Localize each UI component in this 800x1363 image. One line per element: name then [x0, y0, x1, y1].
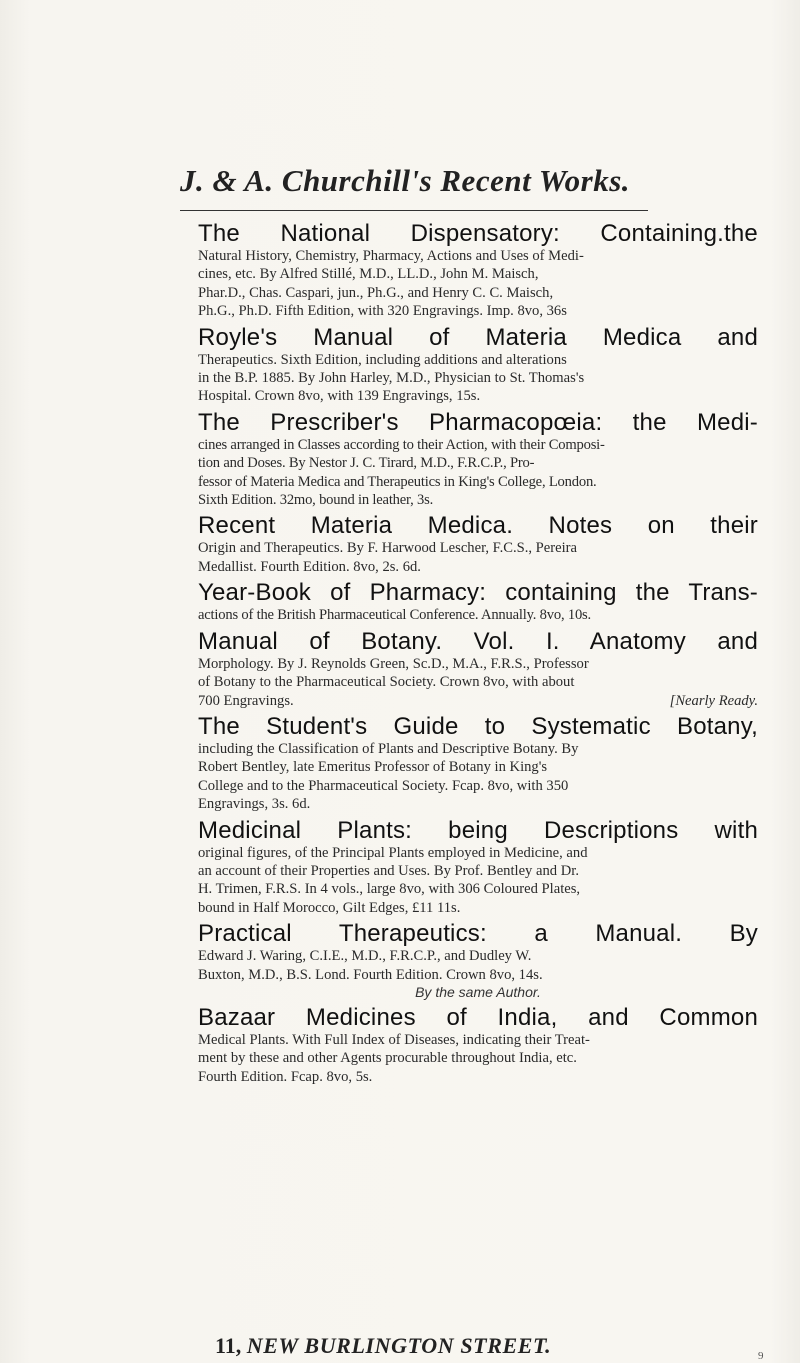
- entry-body: [198, 740, 758, 814]
- entry-line: Hospital. Crown 8vo, with 139 Engravings, 15s.: [198, 388, 481, 405]
- entry-title: The National Dispensatory: Containing.the: [198, 220, 758, 247]
- entry-line: College and to the Pharmaceutical Society. Fcap. 8vo, with 350: [198, 777, 569, 794]
- entry-line: Buxton, M.D., B.S. Lond. Fourth Edition. Crown 8vo, 14s.: [198, 966, 543, 983]
- entry-line: ment by these and other Agents procurable throughout India, etc.: [198, 1050, 577, 1067]
- entry-line: Edward J. Waring, C.I.E., M.D., F.R.C.P., and Dudley W.: [198, 948, 532, 965]
- entry-body: [198, 844, 758, 918]
- entry-line: Medallist. Fourth Edition. 8vo, 2s. 6d.: [198, 558, 421, 575]
- entry-line: bound in Half Morocco, Gilt Edges, £11 11s.: [198, 899, 461, 916]
- entry-line: Therapeutics. Sixth Edition, including additions and alterations: [198, 351, 567, 368]
- street-number: 11,: [215, 1333, 242, 1358]
- entry-title: Recent Materia Medica. Notes on their: [198, 512, 758, 540]
- entry-line: H. Trimen, F.R.S. In 4 vols., large 8vo, with 306 Coloured Plates,: [198, 881, 581, 898]
- entry-body: [198, 247, 758, 321]
- entry-title: The Student's Guide to Systematic Botany,: [198, 712, 758, 740]
- entry-national-dispensatory: [198, 220, 758, 321]
- entry-line: including the Classification of Plants and Descriptive Botany. By: [198, 740, 579, 757]
- entry-line: Fourth Edition. Fcap. 8vo, 5s.: [198, 1068, 373, 1085]
- entry-manual-of-botany: [198, 628, 758, 710]
- same-author-byline: By the same Author.: [415, 983, 541, 1000]
- entry-line: Origin and Therapeutics. By F. Harwood Lescher, F.C.S., Pereira: [198, 540, 578, 557]
- entries-list: [198, 220, 758, 1089]
- entry-medicinal-plants: [198, 817, 758, 918]
- entry-students-guide-botany: [198, 713, 758, 814]
- entry-line: actions of the British Pharmaceutical Conference. Annually. 8vo, 10s.: [198, 607, 591, 624]
- entry-bazaar-medicines: [198, 1004, 758, 1086]
- entry-title: Practical Therapeutics: a Manual. By: [198, 920, 758, 948]
- entry-line: an account of their Properties and Uses. By Prof. Bentley and Dr.: [198, 862, 579, 879]
- entry-line: Engravings, 3s. 6d.: [198, 796, 311, 813]
- entry-prescribers-pharmacopoeia: [198, 409, 758, 510]
- entry-body: [198, 606, 758, 624]
- entry-line: Ph.G., Ph.D. Fifth Edition, with 320 Engravings. Imp. 8vo, 36s: [198, 303, 567, 320]
- entry-line: Robert Bentley, late Emeritus Professor of Botany in King's: [198, 759, 548, 776]
- entry-line: original figures, of the Principal Plants employed in Medicine, and: [198, 844, 588, 861]
- entry-title: The Prescriber's Pharmacopœia: the Medi-: [198, 408, 758, 436]
- signature-mark: 9: [758, 1350, 764, 1362]
- entry-recent-materia-medica: [198, 512, 758, 576]
- entry-body: [198, 655, 758, 710]
- entry-title: Manual of Botany. Vol. I. Anatomy and: [198, 627, 758, 655]
- entry-practical-therapeutics: [198, 920, 758, 1001]
- entry-line: Sixth Edition. 32mo, bound in leather, 3s.: [198, 492, 434, 509]
- entry-line: Morphology. By J. Reynolds Green, Sc.D., M.A., F.R.S., Professor: [198, 655, 589, 672]
- entry-line: in the B.P. 1885. By John Harley, M.D., Physician to St. Thomas's: [198, 370, 585, 387]
- entry-body: [198, 947, 758, 984]
- entry-line: of Botany to the Pharmaceutical Society. Crown 8vo, with about: [198, 674, 575, 691]
- header-rule: [180, 210, 648, 211]
- page-header: J. & A. Churchill's Recent Works.: [180, 163, 631, 198]
- entry-year-book-of-pharmacy: [198, 579, 758, 624]
- entry-title: Year-Book of Pharmacy: containing the Trans-: [198, 579, 758, 607]
- entry-line: Medical Plants. With Full Index of Diseases, indicating their Treat-: [198, 1031, 590, 1048]
- entry-title: Medicinal Plants: being Descriptions with: [198, 816, 758, 844]
- entry-line: fessor of Materia Medica and Therapeutics in King's College, London.: [198, 473, 597, 490]
- entry-body: [198, 351, 758, 406]
- entry-line: 700 Engravings.: [198, 692, 294, 709]
- entry-title: Royle's Manual of Materia Medica and: [198, 323, 758, 351]
- entry-title: Bazaar Medicines of India, and Common: [198, 1003, 758, 1031]
- entry-body: [198, 539, 758, 576]
- entry-body: [198, 436, 758, 510]
- entry-line: tion and Doses. By Nestor J. C. Tirard, M.D., F.R.C.P., Pro-: [198, 455, 535, 472]
- publisher-address: [215, 1333, 551, 1359]
- entry-line: Phar.D., Chas. Caspari, jun., Ph.G., and Henry C. C. Maisch,: [198, 284, 554, 301]
- entry-line: cines, etc. By Alfred Stillé, M.D., LL.D., John M. Maisch,: [198, 266, 539, 283]
- entry-line: Natural History, Chemistry, Pharmacy, Actions and Uses of Medi-: [198, 248, 584, 264]
- street-name: NEW BURLINGTON STREET.: [246, 1333, 552, 1358]
- entry-royles-manual: [198, 324, 758, 406]
- entry-body: [198, 1031, 758, 1086]
- entry-line: cines arranged in Classes according to their Action, with their Composi-: [198, 436, 605, 453]
- nearly-ready-note: [Nearly Ready.: [669, 692, 758, 709]
